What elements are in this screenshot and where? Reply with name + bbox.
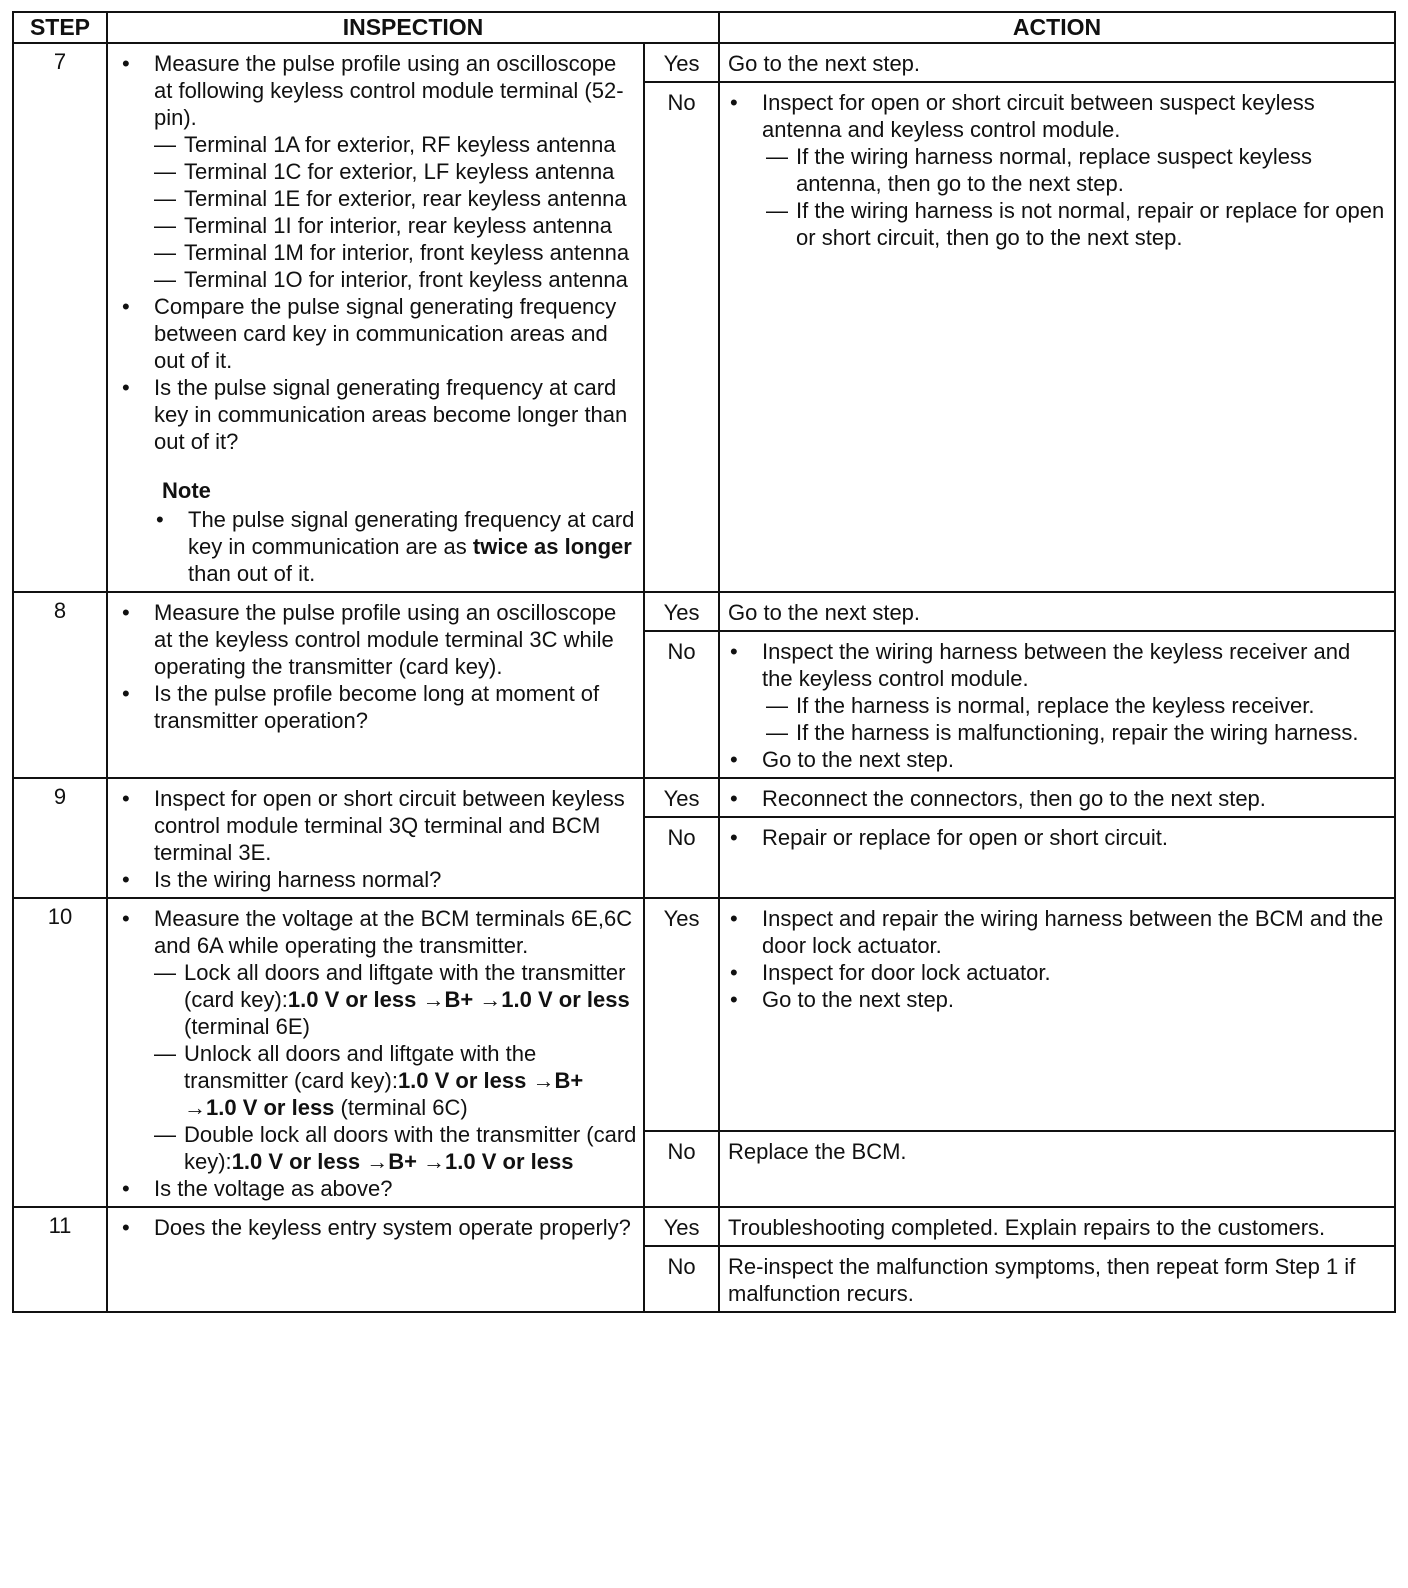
bullet-icon: •	[730, 786, 738, 811]
bullet-icon: •	[122, 681, 130, 706]
step-number: 10	[13, 898, 107, 1207]
dash-icon: —	[154, 186, 176, 211]
troubleshooting-table	[12, 11, 1396, 1313]
yes-action: • Inspect and repair the wiring harness between the BCM and the door lock actuator. • Inspect for door lock actuator. • Go to the next step.	[719, 898, 1395, 1131]
bullet-icon: •	[730, 987, 738, 1012]
yes-label: Yes	[644, 898, 719, 1131]
step-number: 9	[13, 778, 107, 898]
bullet-icon: •	[122, 375, 130, 400]
bullet-icon: •	[730, 906, 738, 931]
inspection-cell: • Does the keyless entry system operate properly?	[107, 1207, 644, 1312]
step-number: 11	[13, 1207, 107, 1312]
no-action: • Inspect for open or short circuit between suspect keyless antenna and keyless control module. — If the wiring harness normal, replace suspect keyless antenna, then go to the next step. — If the wiring harness is not normal, repair or replace for open or short circuit, then go to the next step.	[719, 82, 1395, 592]
dash-icon: —	[154, 240, 176, 265]
dash-icon: —	[154, 1041, 176, 1066]
yes-action: Troubleshooting completed. Explain repairs to the customers.	[719, 1207, 1395, 1246]
dash-icon: —	[154, 267, 176, 292]
dash-icon: —	[766, 693, 789, 718]
step-9-yes-row	[13, 778, 1395, 817]
header-inspection: INSPECTION	[107, 12, 719, 43]
yes-label: Yes	[644, 778, 719, 817]
yes-label: Yes	[644, 592, 719, 631]
inspection-cell: • Measure the pulse profile using an oscilloscope at following keyless control module terminal (52-pin). — Terminal 1A for exterior, RF keyless antenna — Terminal 1C for exterior, LF keyless antenna — Terminal 1E for exterior, rear keyless antenna — Terminal 1I for interior, rear keyless antenna — Terminal 1M for interior, front keyless antenna — Terminal 1O for interior, front keyless antenna • Compare the pulse signal generating frequency between card key in communication areas and out of it. • Is the pulse signal generating frequency at card key in communication areas become longer than out of it? Note • The pulse signal generating frequency at card key in communication are as twice as longer than out of it.	[107, 43, 644, 592]
header-step: STEP	[13, 12, 107, 43]
step-10-yes-row	[13, 898, 1395, 1131]
bullet-icon: •	[730, 825, 738, 850]
bullet-icon: •	[730, 90, 738, 115]
bullet-icon: •	[122, 1215, 130, 1240]
bullet-icon: •	[122, 51, 130, 76]
no-label: No	[644, 82, 719, 592]
dash-icon: —	[154, 132, 176, 157]
bullet-icon: •	[156, 507, 164, 532]
inspection-cell: • Measure the voltage at the BCM terminals 6E,6C and 6A while operating the transmitter. — Lock all doors and liftgate with the transmitter (card key):1.0 V or less →B+ →1.0 V or less (terminal 6E) — Unlock all doors and liftgate with the transmitter (card key):1.0 V or less →B+ →1.0 V or less (terminal 6C) — Double lock all doors with the transmitter (card key):1.0 V or less →B+ →1.0 V or less • Is the voltage as above?	[107, 898, 644, 1207]
dash-icon: —	[766, 144, 789, 169]
bullet-icon: •	[122, 600, 130, 625]
step-7-yes-row	[13, 43, 1395, 82]
note-title: Note	[162, 478, 211, 503]
step-8-yes-row	[13, 592, 1395, 631]
header-action: ACTION	[719, 12, 1395, 43]
no-action: • Repair or replace for open or short circuit.	[719, 817, 1395, 898]
no-action: Re-inspect the malfunction symptoms, then repeat form Step 1 if malfunction recurs.	[719, 1246, 1395, 1312]
dash-icon: —	[154, 213, 176, 238]
bullet-icon: •	[122, 906, 130, 931]
no-label: No	[644, 1131, 719, 1207]
note-body: • The pulse signal generating frequency at card key in communication are as twice as longer than out of it.	[156, 507, 635, 586]
no-label: No	[644, 817, 719, 898]
step-number: 8	[13, 592, 107, 778]
step-number: 7	[13, 43, 107, 592]
no-label: No	[644, 1246, 719, 1312]
dash-icon: —	[766, 720, 789, 745]
bullet-icon: •	[122, 1176, 130, 1201]
bullet-icon: •	[122, 294, 130, 319]
no-action: Replace the BCM.	[719, 1131, 1395, 1207]
header-row	[13, 12, 1395, 43]
bullet-icon: •	[730, 960, 738, 985]
yes-action: Go to the next step.	[719, 592, 1395, 631]
yes-label: Yes	[644, 43, 719, 82]
inspection-cell: • Measure the pulse profile using an oscilloscope at the keyless control module terminal 3C while operating the transmitter (card key). • Is the pulse profile become long at moment of transmitter operation?	[107, 592, 644, 778]
bullet-icon: •	[730, 639, 738, 664]
yes-action: Go to the next step.	[719, 43, 1395, 82]
dash-icon: —	[766, 198, 789, 223]
yes-label: Yes	[644, 1207, 719, 1246]
dash-icon: —	[154, 1122, 176, 1147]
bullet-icon: •	[122, 786, 130, 811]
inspection-cell: • Inspect for open or short circuit between keyless control module terminal 3Q terminal and BCM terminal 3E. • Is the wiring harness normal?	[107, 778, 644, 898]
yes-action: • Reconnect the connectors, then go to the next step.	[719, 778, 1395, 817]
dash-icon: —	[154, 159, 176, 184]
no-action: • Inspect the wiring harness between the keyless receiver and the keyless control module. — If the harness is normal, replace the keyless receiver. — If the harness is malfunctioning, repair the wiring harness. • Go to the next step.	[719, 631, 1395, 778]
bullet-icon: •	[730, 747, 738, 772]
no-label: No	[644, 631, 719, 778]
dash-icon: —	[154, 960, 176, 985]
bullet-icon: •	[122, 867, 130, 892]
step-11-yes-row	[13, 1207, 1395, 1246]
